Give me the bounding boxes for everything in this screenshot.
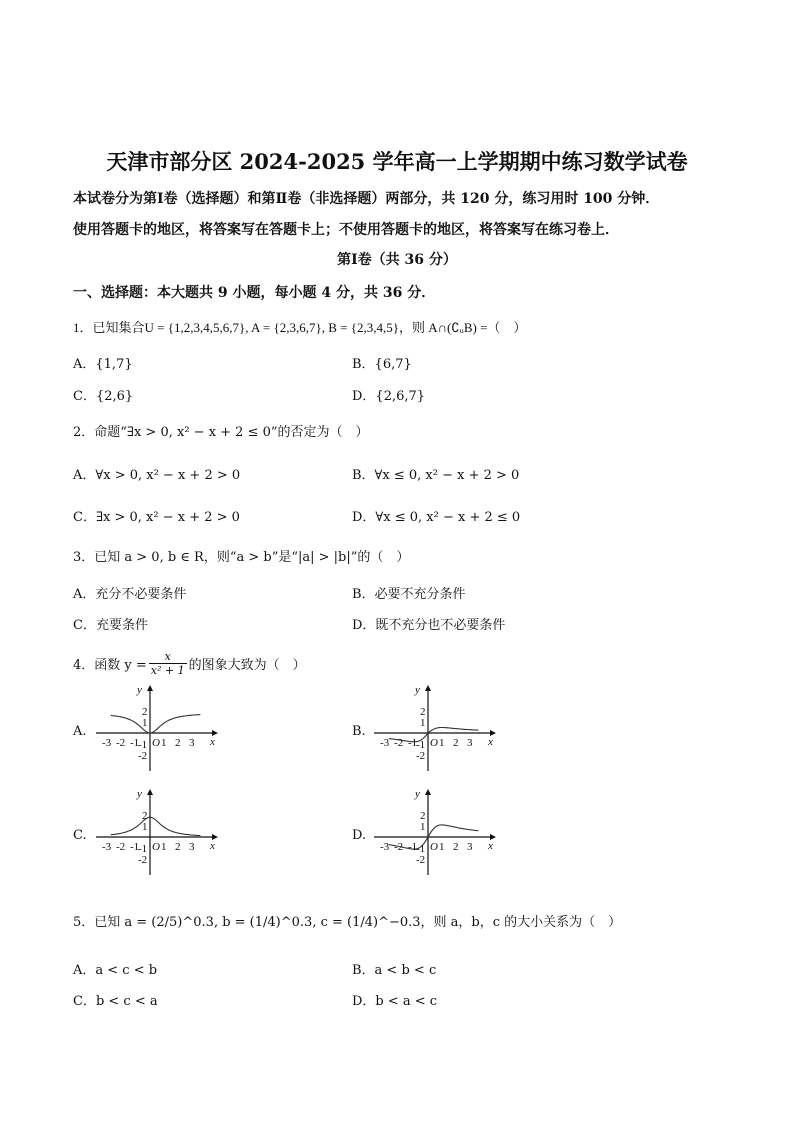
question-4-option-d-label[interactable]: D. bbox=[352, 828, 367, 843]
question-2-option-d[interactable]: D．∀x ≤ 0, x² − x + 2 ≤ 0 bbox=[352, 510, 521, 525]
question-3-option-a[interactable]: A．充分不必要条件 bbox=[73, 587, 187, 602]
y-tick-label: -2 bbox=[416, 854, 426, 866]
y-tick-label: 1 bbox=[142, 717, 148, 729]
y-tick-label: -1 bbox=[138, 739, 148, 751]
question-3-option-d[interactable]: D．既不充分也不必要条件 bbox=[352, 618, 506, 633]
y-tick-label: -1 bbox=[138, 843, 148, 855]
x-axis-label: x bbox=[488, 840, 493, 852]
question-4-option-c-label[interactable]: C. bbox=[73, 828, 87, 843]
question-4-option-b-label[interactable]: B. bbox=[352, 724, 366, 739]
x-tick-label: 1 bbox=[161, 841, 167, 853]
fraction-denominator: x² + 1 bbox=[150, 664, 185, 677]
origin-label: O bbox=[430, 841, 438, 853]
fraction-numerator: x bbox=[164, 650, 171, 663]
x-tick-label: 1 bbox=[439, 737, 445, 749]
question-4-graph-b[interactable] bbox=[370, 683, 500, 775]
x-tick-label: 1 bbox=[439, 841, 445, 853]
question-2-option-a[interactable]: A．∀x > 0, x² − x + 2 > 0 bbox=[73, 468, 241, 483]
question-1-option-a[interactable]: A．{1,7} bbox=[73, 357, 133, 372]
question-1-option-c[interactable]: C．{2,6} bbox=[73, 389, 134, 404]
question-5-option-c[interactable]: C．b < c < a bbox=[73, 994, 158, 1009]
function-curve bbox=[111, 715, 201, 733]
y-tick-label: -1 bbox=[416, 739, 426, 751]
question-4-stem-prefix: 4．函数 y = bbox=[73, 658, 147, 673]
graph-svg bbox=[370, 787, 500, 879]
x-axis-label: x bbox=[210, 840, 215, 852]
x-tick-label: 3 bbox=[467, 841, 473, 853]
x-tick-label: 2 bbox=[175, 737, 181, 749]
x-axis-label: x bbox=[210, 736, 215, 748]
y-tick-label: 2 bbox=[142, 810, 148, 822]
x-tick-label: 1 bbox=[161, 737, 167, 749]
exam-note-1: 本试卷分为第Ⅰ卷（选择题）和第Ⅱ卷（非选择题）两部分，共 120 分，练习用时 100 分钟． bbox=[73, 191, 660, 207]
question-1-option-d[interactable]: D．{2,6,7} bbox=[352, 389, 426, 404]
x-tick-label: -1 bbox=[130, 841, 140, 853]
question-2-stem: 2．命题“∃x > 0, x² − x + 2 ≤ 0”的否定为（ ） bbox=[73, 425, 369, 440]
graph-svg bbox=[92, 683, 222, 775]
part-title: 第Ⅰ卷（共 36 分） bbox=[337, 252, 457, 268]
graph-svg bbox=[92, 787, 222, 879]
question-4-graph-c[interactable] bbox=[92, 787, 222, 879]
y-axis-label: y bbox=[415, 684, 420, 696]
question-5-option-b[interactable]: B．a < b < c bbox=[352, 963, 437, 978]
question-3-stem: 3．已知 a > 0, b ∈ R，则“a > b”是“|a| > |b|”的（ ） bbox=[73, 550, 410, 565]
y-tick-label: 2 bbox=[142, 706, 148, 718]
section-title: 一、选择题：本大题共 9 小题，每小题 4 分，共 36 分． bbox=[73, 285, 436, 301]
y-axis-arrow bbox=[147, 789, 153, 795]
question-3-option-c[interactable]: C．充要条件 bbox=[73, 618, 148, 633]
x-tick-label: -3 bbox=[380, 841, 390, 853]
x-tick-label: -2 bbox=[116, 737, 126, 749]
y-axis-label: y bbox=[415, 788, 420, 800]
y-tick-label: 2 bbox=[420, 810, 426, 822]
x-tick-label: 3 bbox=[467, 737, 473, 749]
y-tick-label: -2 bbox=[416, 750, 426, 762]
x-tick-label: 2 bbox=[453, 737, 459, 749]
x-tick-label: -1 bbox=[408, 737, 418, 749]
y-tick-label: 2 bbox=[420, 706, 426, 718]
y-tick-label: 1 bbox=[142, 821, 148, 833]
x-tick-label: -2 bbox=[394, 841, 404, 853]
page-title: 天津市部分区 2024-2025 学年高一上学期期中练习数学试卷 bbox=[106, 149, 688, 174]
x-tick-label: 3 bbox=[189, 841, 195, 853]
question-4-graph-a[interactable] bbox=[92, 683, 222, 775]
y-tick-label: 1 bbox=[420, 717, 426, 729]
x-tick-label: -1 bbox=[408, 841, 418, 853]
question-2-option-c[interactable]: C．∃x > 0, x² − x + 2 > 0 bbox=[73, 510, 240, 525]
question-4-stem-suffix: 的图象大致为（ ） bbox=[188, 658, 306, 673]
question-4-graph-d[interactable] bbox=[370, 787, 500, 879]
x-tick-label: -1 bbox=[130, 737, 140, 749]
x-tick-label: -2 bbox=[394, 737, 404, 749]
x-tick-label: -3 bbox=[380, 737, 390, 749]
question-5-stem: 5．已知 a = (2/5)^0.3, b = (1/4)^0.3, c = (1/4)^−0.3，则 a，b，c 的大小关系为（ ） bbox=[73, 915, 622, 930]
x-tick-label: 2 bbox=[175, 841, 181, 853]
question-4-option-a-label[interactable]: A. bbox=[73, 724, 87, 739]
y-tick-label: -2 bbox=[138, 750, 148, 762]
x-tick-label: -3 bbox=[102, 841, 112, 853]
question-2-option-b[interactable]: B．∀x ≤ 0, x² − x + 2 > 0 bbox=[352, 468, 520, 483]
question-4-fraction bbox=[149, 650, 187, 677]
origin-label: O bbox=[152, 737, 160, 749]
x-tick-label: -2 bbox=[116, 841, 126, 853]
y-tick-label: -1 bbox=[416, 843, 426, 855]
exam-note-2: 使用答题卡的地区，将答案写在答题卡上；不使用答题卡的地区，将答案写在练习卷上． bbox=[73, 222, 619, 238]
y-axis-arrow bbox=[425, 789, 431, 795]
y-tick-label: -2 bbox=[138, 854, 148, 866]
graph-svg bbox=[370, 683, 500, 775]
x-tick-label: -3 bbox=[102, 737, 112, 749]
origin-label: O bbox=[152, 841, 160, 853]
function-curve bbox=[111, 817, 201, 835]
question-1-option-b[interactable]: B．{6,7} bbox=[352, 357, 412, 372]
question-3-option-b[interactable]: B．必要不充分条件 bbox=[352, 587, 466, 602]
x-tick-label: 3 bbox=[189, 737, 195, 749]
y-axis-arrow bbox=[425, 685, 431, 691]
question-5-option-d[interactable]: D．b < a < c bbox=[352, 994, 438, 1009]
y-axis-label: y bbox=[137, 684, 142, 696]
x-axis-label: x bbox=[488, 736, 493, 748]
question-1-stem: 1．已知集合U = {1,2,3,4,5,6,7}, A = {2,3,6,7}, B = {2,3,4,5}，则 A∩(∁ᵤB) =（ ） bbox=[73, 320, 527, 335]
question-5-option-a[interactable]: A．a < c < b bbox=[73, 963, 158, 978]
question-4-stem bbox=[73, 650, 306, 677]
y-axis-label: y bbox=[137, 788, 142, 800]
origin-label: O bbox=[430, 737, 438, 749]
y-tick-label: 1 bbox=[420, 821, 426, 833]
x-tick-label: 2 bbox=[453, 841, 459, 853]
y-axis-arrow bbox=[147, 685, 153, 691]
